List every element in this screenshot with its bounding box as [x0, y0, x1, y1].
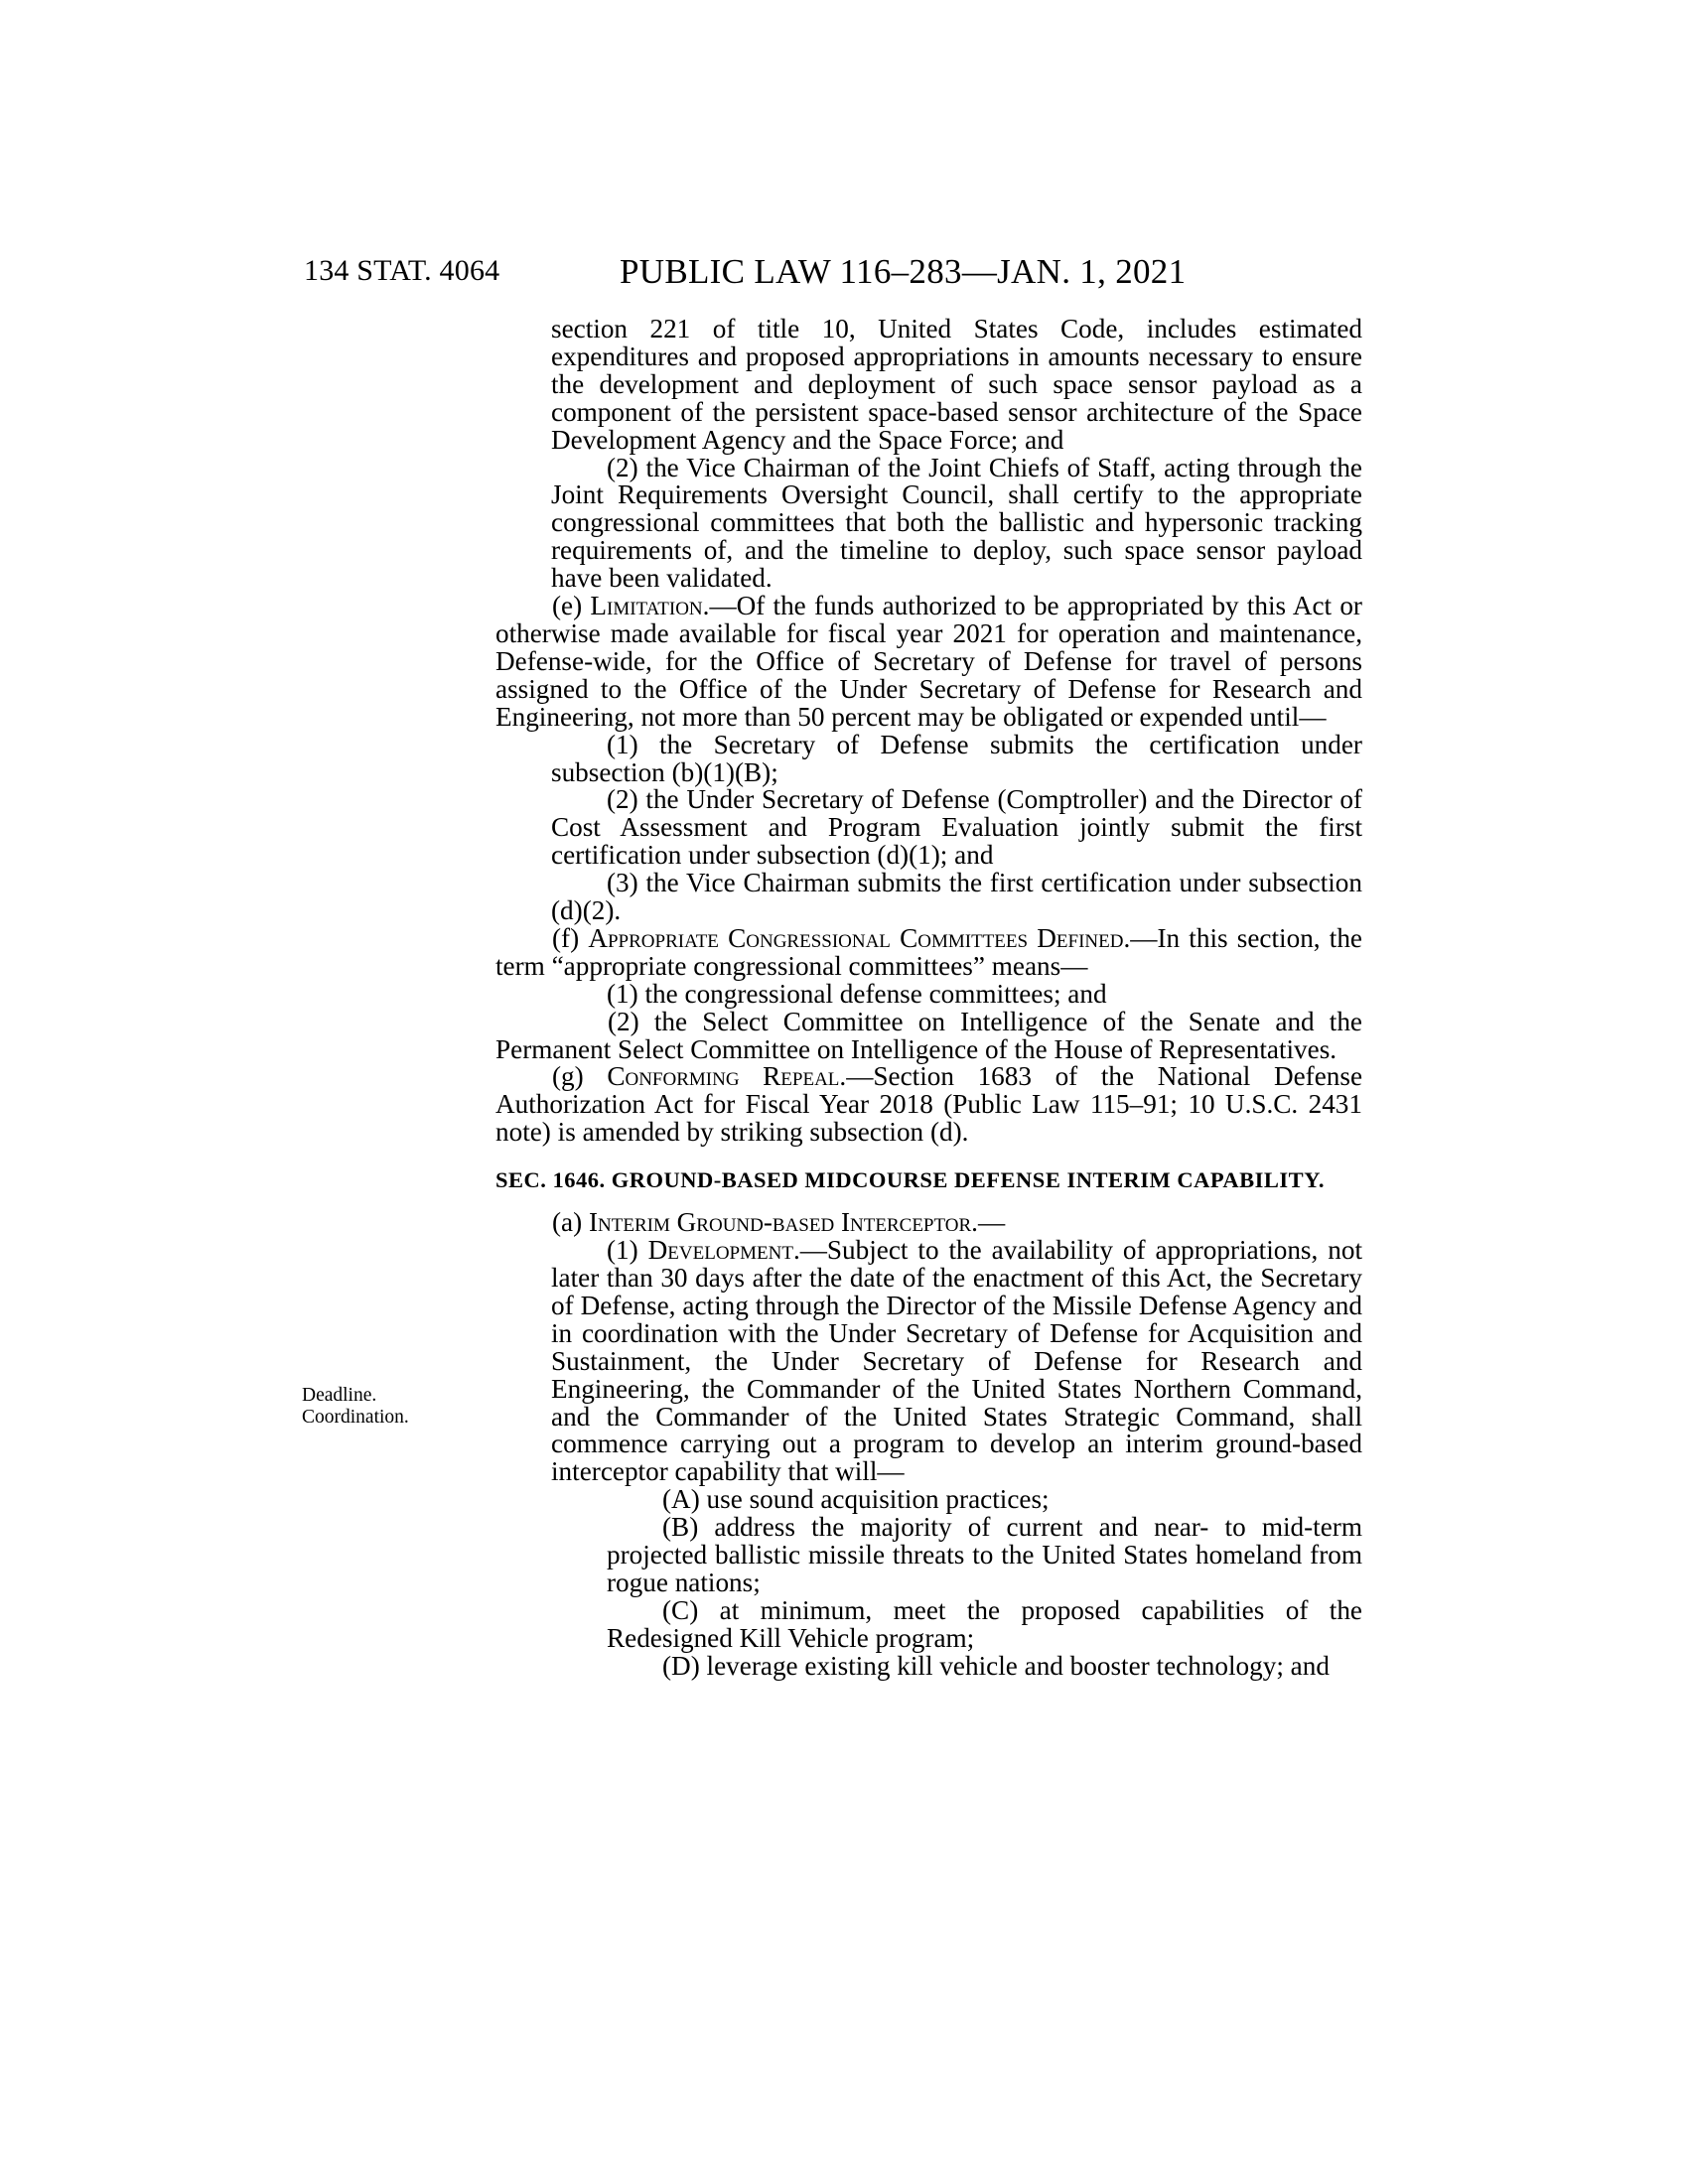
stat-page-number: 134 STAT. 4064 [304, 254, 500, 287]
subsection-a-text: .— [971, 1207, 1006, 1238]
paragraph-e1: (1) the Secretary of Defense submits the certification under subsection (b)(1)(B); [551, 729, 1362, 787]
clause-D: (D) leverage existing kill vehicle and booster technology; and [662, 1650, 1330, 1681]
paragraph-f2-text: (2) the Select Committee on Intelligence of the Senate and the Permanent Select Committee on Intelligence of the House of Representatives. [495, 1006, 1362, 1064]
paragraph-a1-text: .—Subject to the availability of appropriations, not later than 30 days after the date of the enactment of this Act, the Secretary of Defense, acting through the Director of the Missile Defense Agency and in coordination with the Under Secretary of Defense for Acquisition and Sustainment, the Under Secretary of Defense for Research and Engineering, the Commander of the United States Northern Command, and the Commander of the United States Strategic Command, shall commence carrying out a program to develop an interim ground-based interceptor capability that will— [551, 1235, 1362, 1487]
paragraph-e2: (2) the Under Secretary of Defense (Comptroller) and the Director of Cost Assessment and Program Evaluation jointly submit the first certification under subsection (d)(1); and [551, 784, 1362, 871]
margin-note-coordination: Coordination. [302, 1407, 409, 1428]
paragraph-a1-heading: Development [647, 1235, 793, 1266]
subsection-a-heading: Interim Ground-based Interceptor [588, 1207, 972, 1238]
paragraph-continuation: section 221 of title 10, United States Code, includes estimated expenditures and proposed appropriations in amounts necessary to ensure the development and deployment of such space sensor payload as a component of the persistent space-based sensor architecture of the Space Development Agency and the Space Force; and [551, 314, 1362, 455]
paragraph-d2: (2) the Vice Chairman of the Joint Chiefs of Staff, acting through the Joint Requirements Oversight Council, shall certify to the appropriate congressional committees that both the ballistic and hypersonic tracking requirements of, and the timeline to deploy, such space sensor payload have been validated. [551, 452, 1362, 594]
subsection-g [495, 1063, 1362, 1147]
section-heading: SEC. 1646. GROUND-BASED MIDCOURSE DEFENSE INTERIM CAPABILITY. [495, 1167, 1325, 1193]
subsection-g-label: (g) [552, 1061, 608, 1092]
subsection-f-label: (f) [552, 922, 589, 953]
subsection-e [495, 593, 1362, 732]
subsection-e-text: .—Of the funds authorized to be appropriated by this Act or otherwise made available for fiscal year 2021 for operation and maintenance, Defense-wide, for the Office of Secretary of Defense for travel of persons assigned to the Office of the Under Secretary of Defense for Research and Engineering, not more than 50 percent may be obligated or expended until— [495, 591, 1362, 732]
subsection-f-heading: Appropriate Congressional Committees Defined [588, 922, 1124, 953]
subsection-a [495, 1209, 1362, 1237]
subsection-g-text: .—Section 1683 of the National Defense Authorization Act for Fiscal Year 2018 (Public Law 115–91; 10 U.S.C. 2431 note) is amended by striking subsection (d). [495, 1061, 1363, 1148]
paragraph-a1-label: (1) [607, 1235, 648, 1266]
clause-B: (B) address the majority of current and near- to mid-term projected ballistic missile threats to the United States homeland from rogue nations; [607, 1512, 1362, 1597]
subsection-e-label: (e) [552, 591, 591, 621]
body-text [495, 316, 1362, 1681]
subsection-e-heading: Limitation [590, 591, 703, 621]
margin-notes [302, 1385, 409, 1429]
paragraph-f2 [495, 1006, 1362, 1064]
subsection-a-label: (a) [552, 1207, 589, 1238]
paragraph-e3: (3) the Vice Chairman submits the first certification under subsection (d)(2). [551, 868, 1362, 926]
subsection-g-heading: Conforming Repeal [607, 1061, 840, 1092]
subsection-f-text: .—In this section, the term “appropriate congressional committees” means— [495, 922, 1362, 981]
paragraph-f1: (1) the congressional defense committees; and [607, 978, 1107, 1009]
running-header: PUBLIC LAW 116–283—JAN. 1, 2021 [620, 252, 1187, 291]
paragraph-a1 [495, 1237, 1362, 1486]
clause-A: (A) use sound acquisition practices; [662, 1484, 1050, 1515]
clause-C: (C) at minimum, meet the proposed capabilities of the Redesigned Kill Vehicle program; [607, 1594, 1362, 1653]
subsection-f [495, 922, 1362, 981]
margin-note-deadline: Deadline. [302, 1385, 377, 1406]
